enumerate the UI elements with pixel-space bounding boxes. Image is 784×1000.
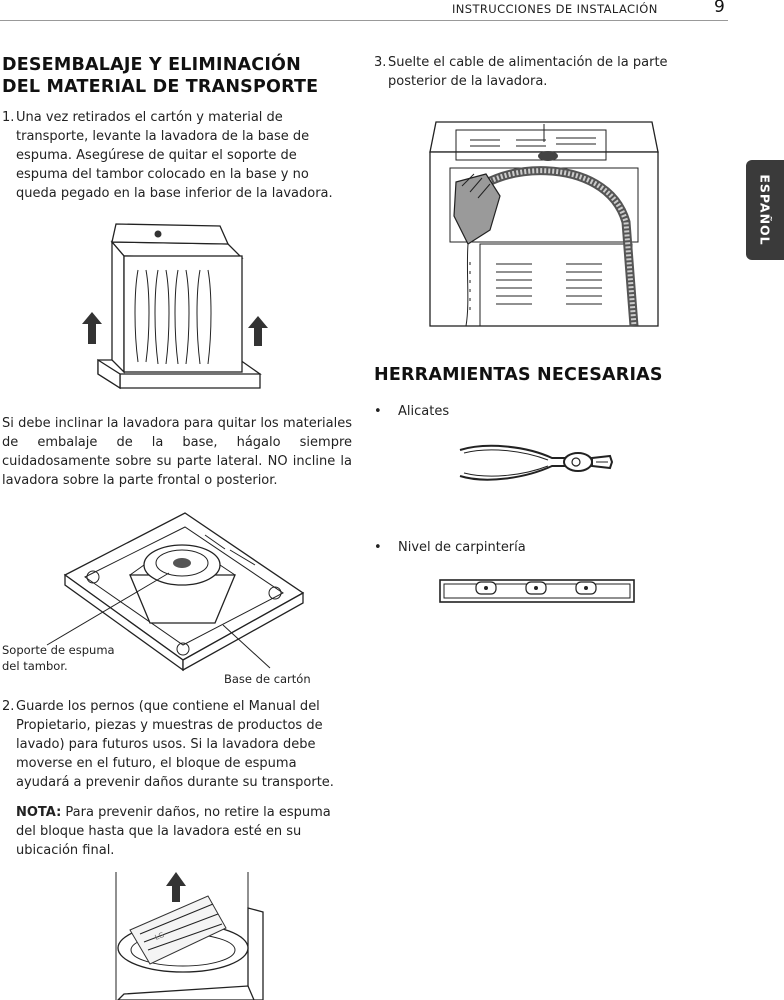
note-text: Para prevenir daños, no retire la espuma del bloque hasta que la lavadora esté en su ubicación final.	[16, 805, 331, 858]
page-number: 9	[714, 0, 725, 17]
step-2-number: 2.	[2, 699, 15, 714]
language-tab-label: ESPAÑOL	[757, 174, 773, 246]
step-1-number: 1.	[2, 110, 15, 125]
label-cardboard-base: Base de cartón	[224, 672, 311, 686]
bullet-marker: •	[374, 404, 382, 419]
step-2-text: Guarde los pernos (que contiene el Manual del Propietario, piezas y muestras de productos de lavado) para futuros usos. Si la lavadora debe moverse en el futuro, el bloque de espuma ayudará a prevenir daños durante su transporte.	[16, 699, 334, 790]
heading-line-2: DEL MATERIAL DE TRANSPORTE	[2, 77, 319, 97]
tools-heading: HERRAMIENTAS NECESARIAS	[374, 365, 663, 385]
section-heading-unpacking	[2, 54, 362, 98]
header-rule	[0, 20, 728, 21]
step-1-text: Una vez retirados el cartón y material de transporte, levante la lavadora de la base de espuma. Asegúrese de quitar el soporte de espuma del tambor colocado en la base y no queda pegado en la base inferior de la lavadora.	[16, 110, 333, 201]
washer-lift-illustration	[80, 212, 270, 392]
step-3-number: 3.	[374, 55, 387, 70]
pliers-icon	[456, 436, 616, 488]
tool-item-pliers	[374, 404, 449, 419]
step-1	[2, 108, 352, 203]
label-foam-support	[2, 642, 115, 674]
lg-logo-text: LG	[153, 930, 166, 942]
tool-item-level	[374, 540, 526, 555]
label-foam-line-1: Soporte de espuma	[2, 643, 115, 657]
note-label: NOTA:	[16, 805, 62, 820]
step-3-text: Suelte el cable de alimentación de la parte posterior de la lavadora.	[388, 55, 668, 89]
running-header: INSTRUCCIONES DE INSTALACIÓN	[452, 2, 658, 16]
step-3	[374, 53, 724, 91]
washer-back-illustration	[426, 112, 662, 326]
bullet-marker: •	[374, 540, 382, 555]
language-tab	[746, 160, 784, 260]
tool-label-pliers: Alicates	[398, 404, 450, 419]
tool-label-level: Nivel de carpintería	[398, 540, 526, 555]
foam-block-illustration	[48, 868, 278, 1000]
step-2	[2, 697, 352, 792]
level-icon	[438, 574, 636, 606]
tilt-warning-text: Si debe inclinar la lavadora para quitar los materiales de embalaje de la base, hágalo siempre cuidadosamente sobre su parte lateral. NO incline la lavadora sobre la parte frontal o posterior.	[2, 416, 352, 488]
heading-line-1: DESEMBALAJE Y ELIMINACIÓN	[2, 55, 301, 75]
note-block	[16, 803, 346, 860]
label-foam-line-2: del tambor.	[2, 659, 68, 673]
